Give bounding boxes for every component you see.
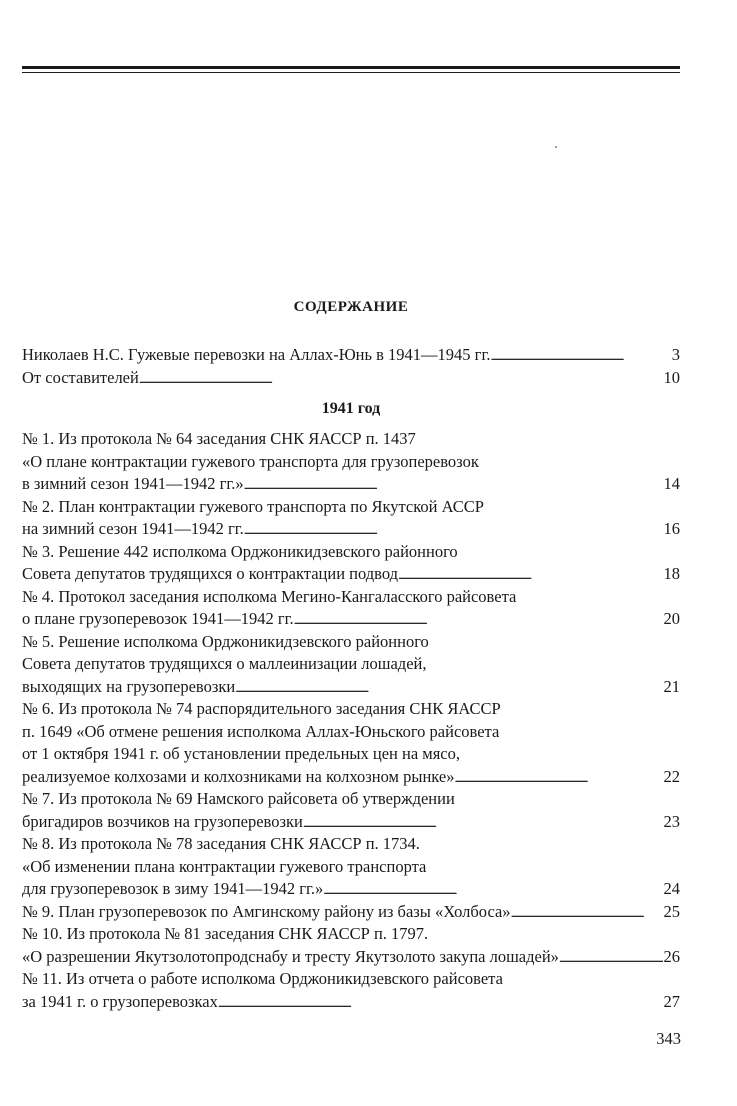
toc-page-ref: 16 [663, 519, 680, 538]
toc-entry [22, 344, 680, 367]
toc-entry-last-line [22, 901, 680, 924]
toc-entry-last-line [22, 878, 680, 901]
toc-entry-text: № 8. Из протокола № 78 заседания СНК ЯАССР п. 1734. [22, 834, 420, 853]
toc-entry-text: № 10. Из протокола № 81 заседания СНК ЯАССР п. 1797. [22, 924, 429, 943]
toc-page-ref: 26 [663, 946, 680, 966]
toc-entry-last-line [22, 563, 680, 586]
top-rule-thin [22, 72, 680, 73]
page-number: 343 [656, 1029, 681, 1048]
toc-entry-line [22, 653, 680, 676]
toc-entry-text: Совета депутатов трудящихся о маллеинизации лошадей, [22, 654, 427, 673]
toc-entry-text: п. 1649 «Об отмене решения исполкома Аллах-Юньского райсовета [22, 721, 500, 741]
toc-entry-text: за 1941 г. о грузоперевозках [22, 991, 218, 1011]
toc-entry-last-line [22, 608, 680, 631]
top-rule-thick [22, 66, 680, 69]
toc-entry-last-line [22, 946, 680, 969]
toc-entry [22, 968, 680, 1013]
toc-entry [22, 833, 680, 901]
toc-entry [22, 631, 680, 699]
toc-entry-last-line [22, 473, 680, 496]
toc-entry-text: Совета депутатов трудящихся о контрактации подвод [22, 564, 399, 583]
toc-entry-line [22, 428, 680, 451]
dot-leader [218, 991, 663, 1014]
dot-leader [559, 946, 663, 969]
toc-entry-line [22, 856, 680, 879]
toc-entry-text: № 5. Решение исполкома Орджоникидзевского районного [22, 631, 429, 651]
dot-leader [244, 518, 663, 541]
toc-page-ref: 23 [663, 811, 680, 831]
toc-entry-text: бригадиров возчиков на грузоперевозки [22, 811, 303, 831]
toc-entry-line [22, 541, 680, 564]
toc-entries-1941 [22, 428, 680, 1013]
toc-entry-line [22, 698, 680, 721]
toc-entry-text: для грузоперевозок в зиму 1941—1942 гг.» [22, 879, 324, 898]
toc-entry-text: № 11. Из отчета о работе исполкома Орджоникидзевского райсовета [22, 969, 503, 988]
toc-entry-last-line [22, 676, 680, 699]
toc-entry-text: № 3. Решение 442 исполкома Орджоникидзевского районного [22, 541, 458, 561]
toc-entry-line [22, 631, 680, 654]
toc-entry-text: о плане грузоперевозок 1941—1942 гг. [22, 609, 294, 628]
toc-page-ref: 3 [671, 345, 680, 364]
toc-entry-text: реализуемое колхозами и колхозниками на колхозном рынке» [22, 766, 455, 786]
dot-leader [303, 811, 663, 834]
toc-entry-text: «О разрешении Якутзолотопродснабу и тресту Якутзолото закупа лошадей» [22, 946, 559, 966]
toc-front-matter [22, 344, 680, 389]
toc-entry-line [22, 586, 680, 609]
toc-entry-last-line [22, 344, 680, 367]
toc-page-ref: 21 [663, 676, 680, 696]
toc-entry-line [22, 833, 680, 856]
toc-entry-text: в зимний сезон 1941—1942 гг.» [22, 474, 244, 493]
dot-leader [398, 563, 662, 586]
toc-entry-text: от 1 октября 1941 г. об установлении предельных цен на мясо, [22, 744, 460, 763]
toc-entry [22, 901, 680, 924]
dot-leader [490, 344, 670, 367]
toc-entry-last-line [22, 991, 680, 1014]
toc-entry-line [22, 721, 680, 744]
toc-entry-last-line [22, 367, 680, 390]
scan-speck [555, 146, 557, 148]
toc-page-ref: 22 [663, 766, 680, 786]
toc-entry [22, 788, 680, 833]
toc-entry-text: выходящих на грузоперевозки [22, 676, 236, 696]
toc-page-ref: 25 [663, 901, 680, 921]
toc-entry-text: «О плане контрактации гужевого транспорта для грузоперевозок [22, 451, 479, 471]
toc-entry-last-line [22, 811, 680, 834]
toc-entry-text: № 2. План контрактации гужевого транспорта по Якутской АССР [22, 496, 484, 516]
toc-entry-text: № 4. Протокол заседания исполкома Мегино-Кангаласского райсовета [22, 586, 517, 606]
toc-entry-line [22, 743, 680, 766]
toc-page-ref: 20 [663, 609, 680, 628]
toc-entry [22, 698, 680, 788]
toc-entry-line [22, 788, 680, 811]
contents-heading: СОДЕРЖАНИЕ [293, 299, 409, 315]
toc-entry [22, 496, 680, 541]
dot-leader [235, 676, 662, 699]
toc-entry [22, 428, 680, 496]
dot-leader [139, 367, 663, 390]
dot-leader [323, 878, 662, 901]
section-title-1941: 1941 год [321, 400, 381, 417]
dot-leader [244, 473, 663, 496]
toc-entry-text: № 1. Из протокола № 64 заседания СНК ЯАССР п. 1437 [22, 429, 416, 448]
toc-entry-text: на зимний сезон 1941—1942 гг. [22, 519, 244, 538]
dot-leader [294, 608, 663, 631]
toc-page-ref: 27 [663, 991, 680, 1011]
toc-page-ref: 10 [663, 367, 680, 387]
toc-entry-text: № 7. Из протокола № 69 Намского райсовета об утверждении [22, 789, 455, 808]
toc-entry-text: «Об изменении плана контрактации гужевого транспорта [22, 856, 427, 876]
toc-entry [22, 923, 680, 968]
toc-entry-text: № 6. Из протокола № 74 распорядительного заседания СНК ЯАССР [22, 699, 501, 718]
toc-entry-last-line [22, 766, 680, 789]
toc-entry [22, 586, 680, 631]
toc-entry-line [22, 451, 680, 474]
toc-page-ref: 14 [663, 474, 680, 493]
toc-page-ref: 18 [663, 564, 680, 583]
toc-entry-line [22, 923, 680, 946]
toc-entry-line [22, 496, 680, 519]
toc-entry [22, 367, 680, 390]
toc-page-ref: 24 [663, 879, 680, 898]
toc-entry-text: № 9. План грузоперевозок по Амгинскому району из базы «Холбоса» [22, 901, 511, 921]
dot-leader [454, 766, 662, 789]
toc-entry-text: Николаев Н.С. Гужевые перевозки на Аллах-Юнь в 1941—1945 гг. [22, 345, 491, 364]
toc-entry [22, 541, 680, 586]
toc-entry-text: От составителей [22, 367, 139, 387]
toc-entry-last-line [22, 518, 680, 541]
toc-entry-line [22, 968, 680, 991]
dot-leader [511, 901, 663, 924]
